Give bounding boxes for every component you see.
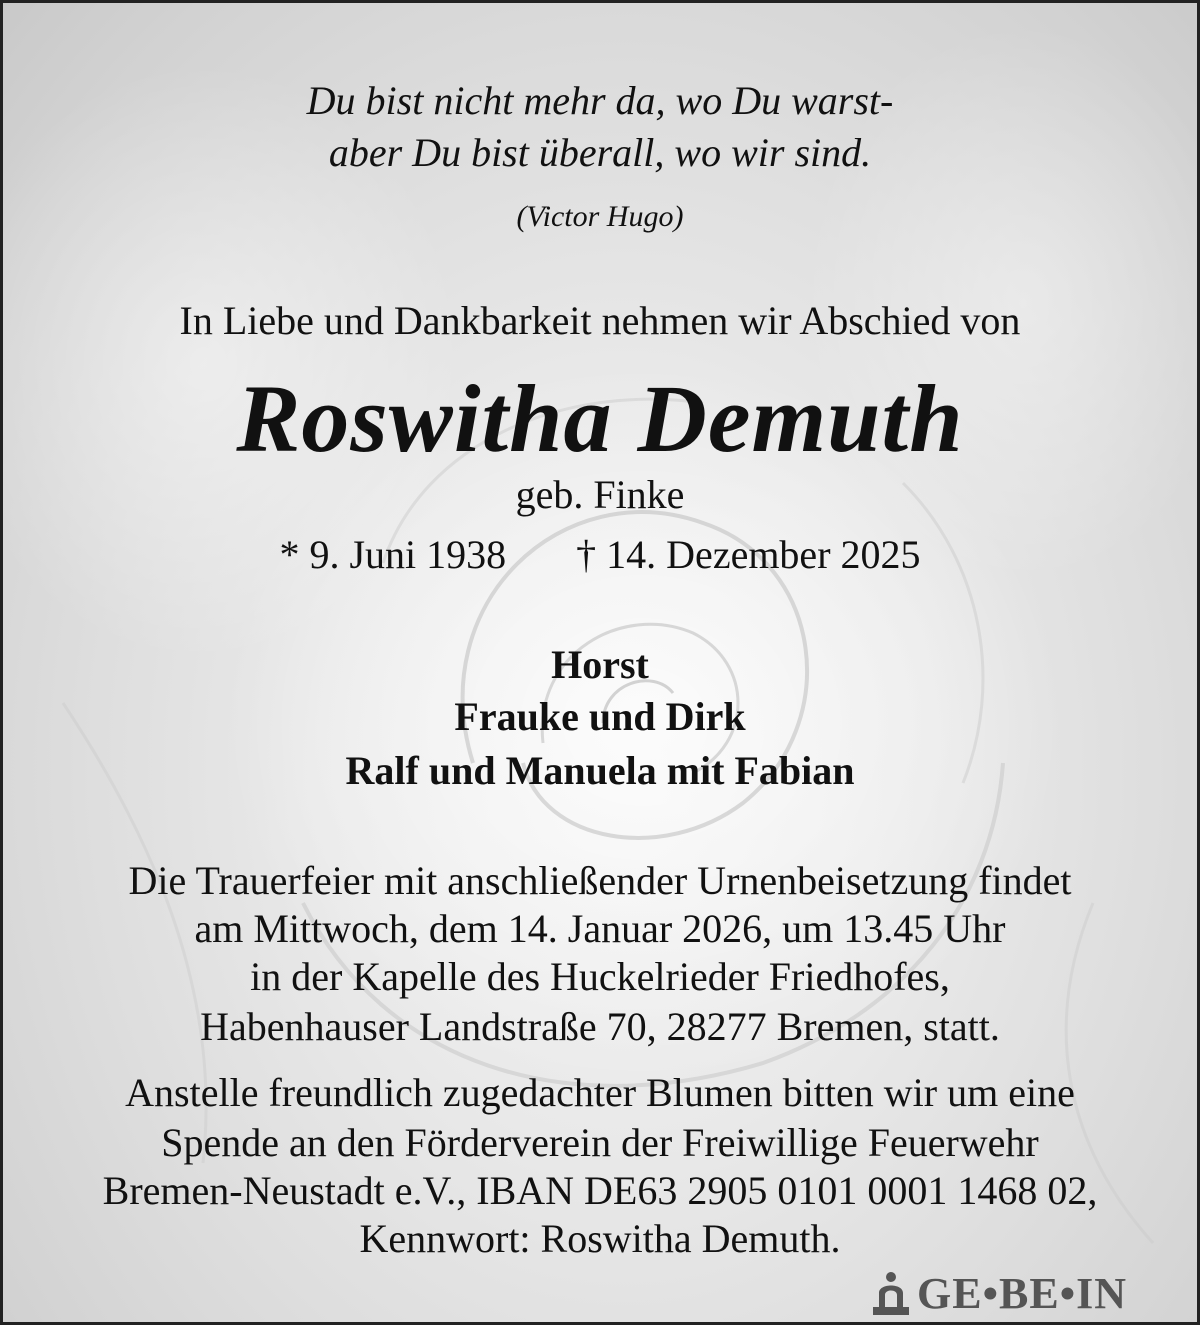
donation-info-line: Kennwort: Roswitha Demuth. — [359, 1216, 841, 1261]
quote-author: (Victor Hugo) — [516, 200, 684, 233]
logo-text: GE•BE•IN — [917, 1268, 1127, 1318]
death-date: † 14. Dezember 2025 — [576, 532, 921, 577]
deceased-name: Roswitha Demuth — [236, 365, 964, 472]
funeral-info-line: in der Kapelle des Huckelrieder Friedhofes, — [250, 954, 950, 999]
mourner-line: Frauke und Dirk — [454, 694, 746, 739]
donation-info-line: Spende an den Förderverein der Freiwillige Feuerwehr — [161, 1120, 1039, 1165]
funeral-info-line: Die Trauerfeier mit anschließender Urnenbeisetzung findet — [128, 858, 1072, 903]
funeral-info-line: Habenhauser Landstraße 70, 28277 Bremen, statt. — [200, 1004, 1000, 1049]
mourner-line: Horst — [551, 642, 649, 687]
maiden-name: geb. Finke — [515, 472, 685, 517]
donation-info-line: Anstelle freundlich zugedachter Blumen bitten wir um eine — [125, 1070, 1075, 1115]
obituary-content — [3, 3, 1197, 1322]
donation-info-line: Bremen-Neustadt e.V., IBAN DE63 2905 0101 0001 1468 02, — [102, 1168, 1098, 1213]
mourner-line: Ralf und Manuela mit Fabian — [345, 748, 855, 793]
quote-line-1: Du bist nicht mehr da, wo Du warst- — [306, 78, 894, 123]
life-dates — [3, 533, 1197, 577]
birth-date: * 9. Juni 1938 — [279, 532, 507, 577]
intro-text: In Liebe und Dankbarkeit nehmen wir Abschied von — [179, 298, 1021, 343]
funeral-info-line: am Mittwoch, dem 14. Januar 2026, um 13.45 Uhr — [194, 906, 1006, 951]
quote-line-2: aber Du bist überall, wo wir sind. — [328, 130, 872, 175]
